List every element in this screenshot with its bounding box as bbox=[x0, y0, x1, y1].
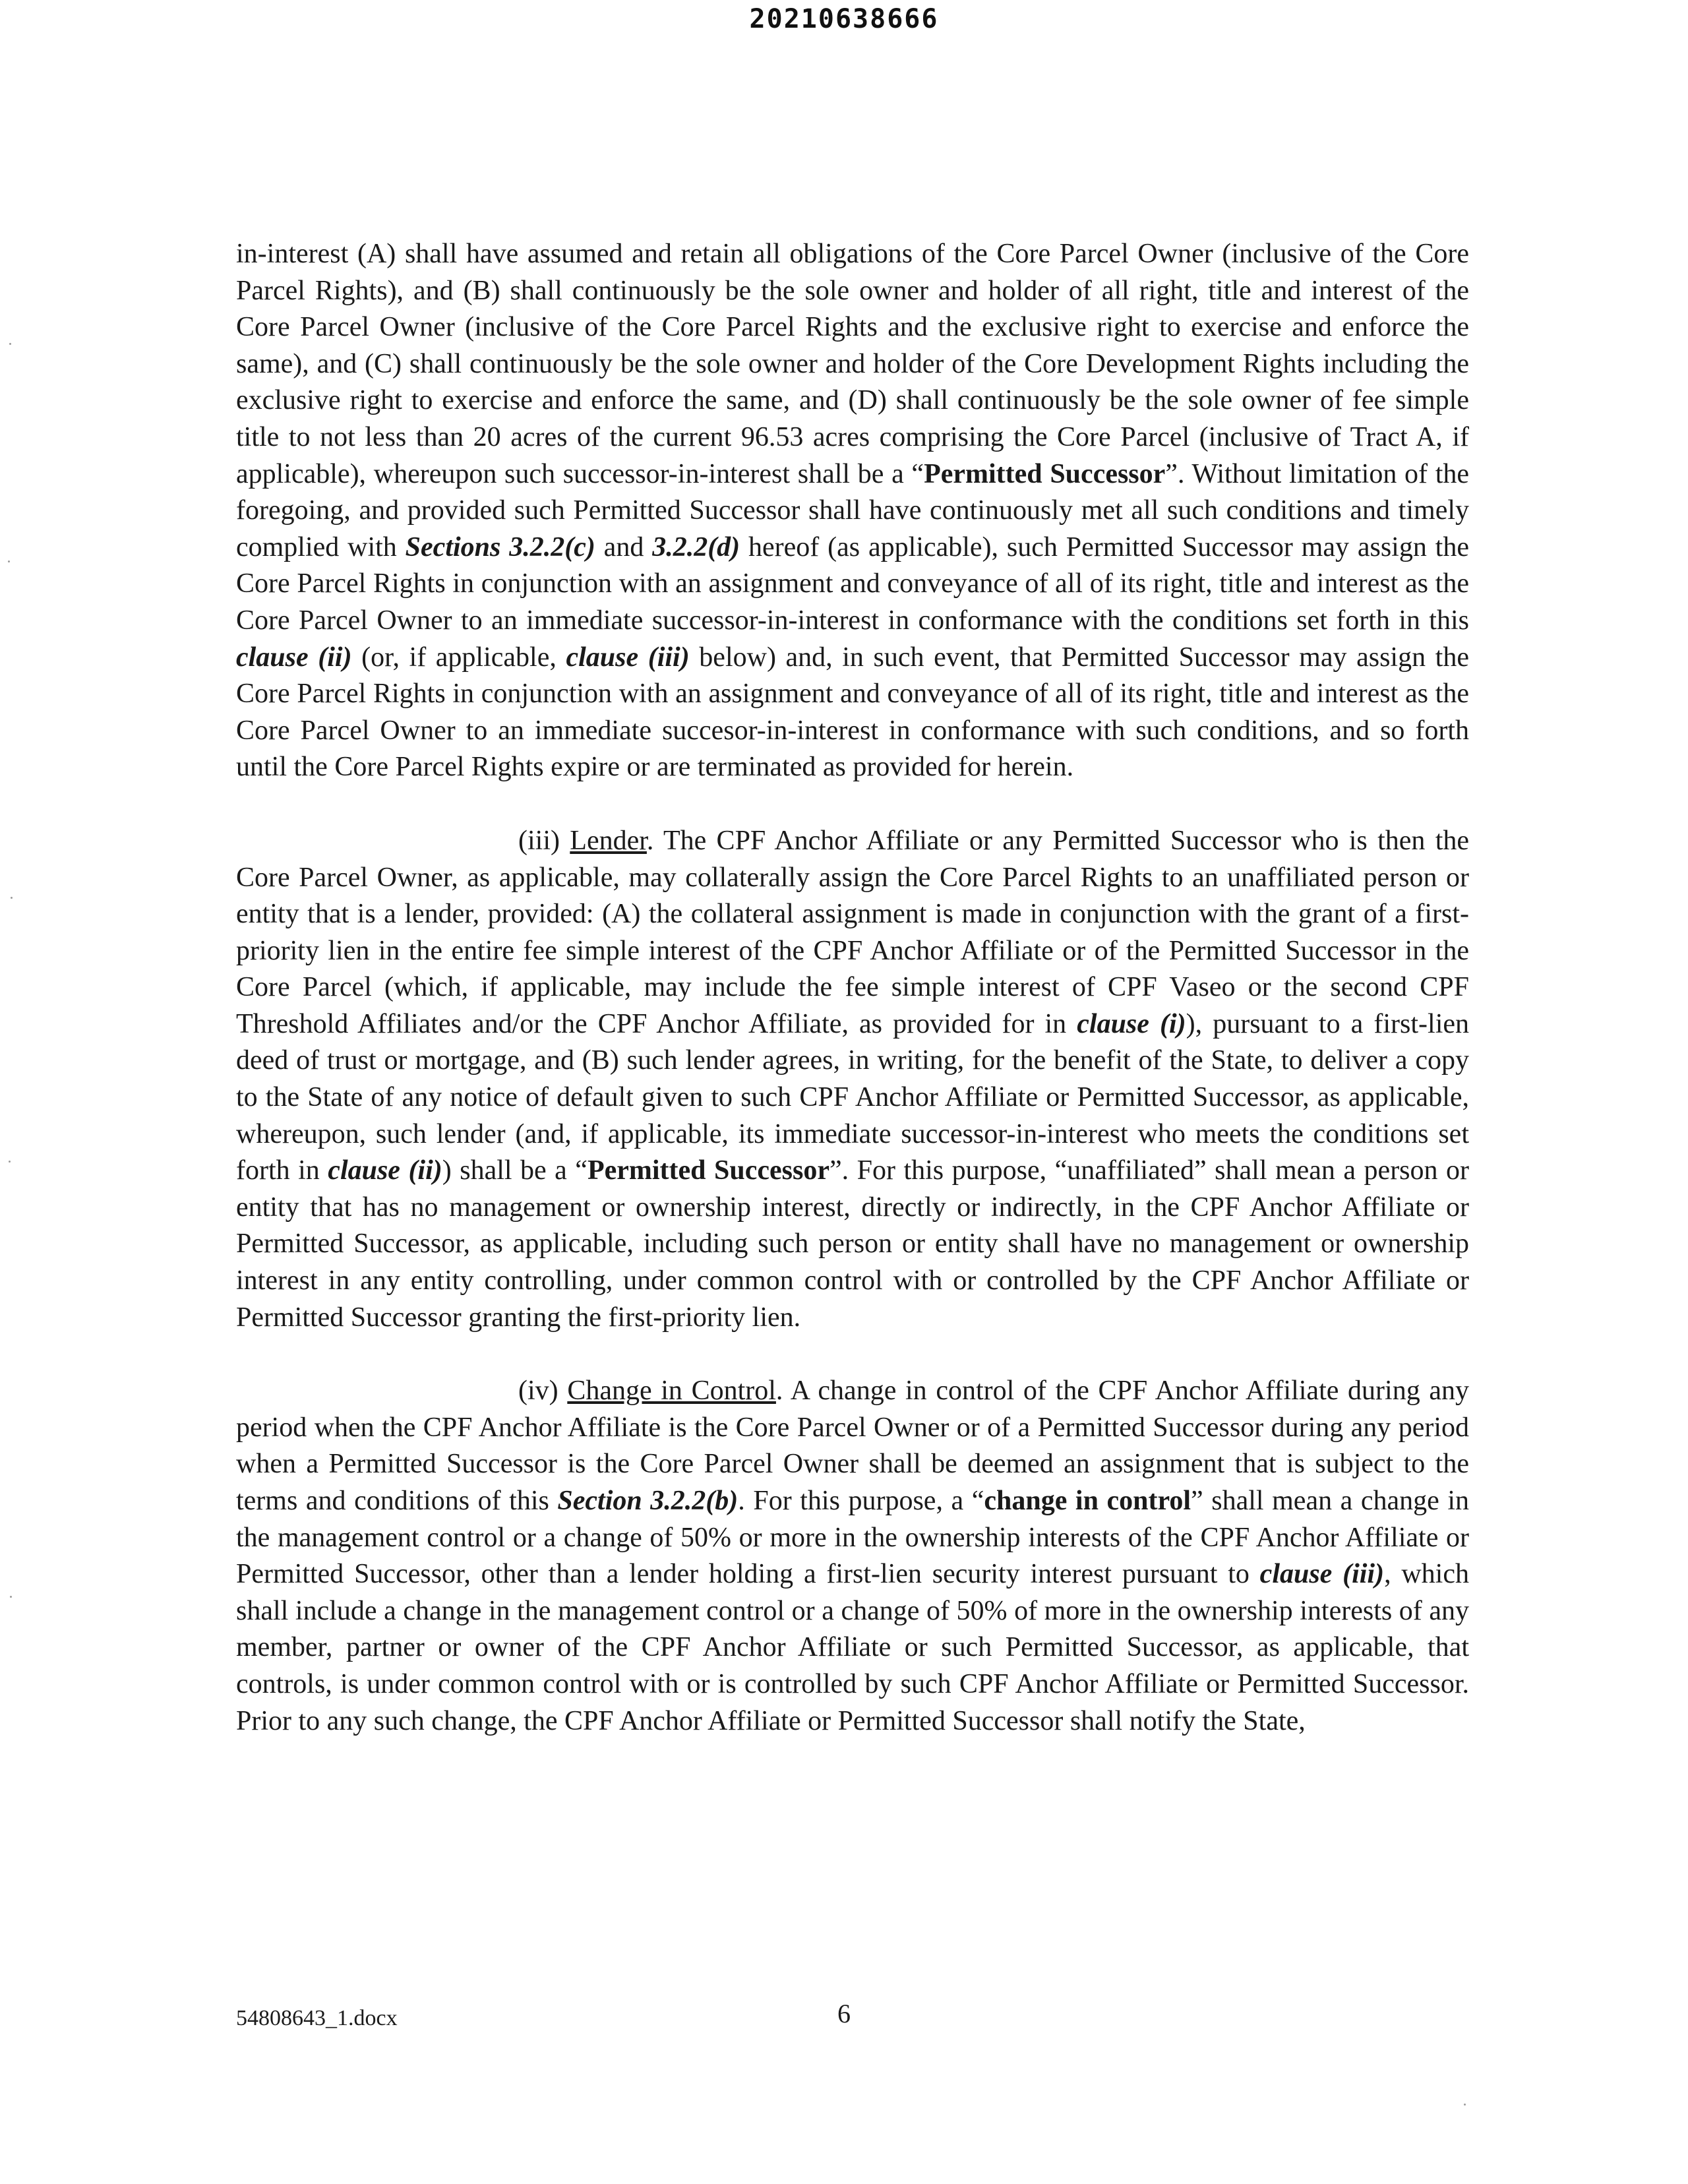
scan-speck bbox=[1464, 2104, 1466, 2106]
scan-speck bbox=[11, 897, 13, 899]
clause-reference: clause (ii) bbox=[328, 1155, 442, 1186]
text-run: ” shall mean a change in the management control or a change of 50% or more in the ownership interests of the CPF Anchor Affiliate or Permitted Successor, other than a lender holding a first-lien security interest pursuant to bbox=[236, 1486, 1469, 1590]
text-run: . For this purpose, a “ bbox=[738, 1486, 984, 1516]
text-run: and bbox=[595, 531, 653, 562]
defined-term: Permitted Successor bbox=[587, 1155, 829, 1186]
clause-heading: Change in Control bbox=[567, 1376, 776, 1407]
text-run: below) and, in such event, that Permitted Successor may assign the Core Parcel Rights in conjunction with an assignment and conveyance of all of its right, title and interest as the Core Parcel Owner to an immediate succesor-in-interest in conformance with such conditions, and so forth until the Core Parcel Rights expire or are terminated as provided for herein. bbox=[236, 642, 1469, 783]
paragraph-change-in-control bbox=[236, 1373, 1469, 1740]
paragraph-successor-conditions bbox=[236, 236, 1469, 786]
text-run: ) shall be a “ bbox=[442, 1155, 588, 1186]
clause-number: (iii) bbox=[518, 825, 560, 856]
defined-term: Permitted Successor bbox=[924, 458, 1166, 489]
text-run: hereof (as applicable), such Permitted Successor may assign the Core Parcel Rights in conjunction with an assignment and conveyance of all of its right, title and interest as the Core Parcel Owner to an immediate successor-in-interest in conformance with the conditions set forth in this bbox=[236, 531, 1469, 636]
text-run: ”. Without limitation of the foregoing, and provided such Permitted Successor shall have continuously met all such conditions and timely complied with bbox=[236, 458, 1470, 562]
clause-number: (iv) bbox=[518, 1376, 558, 1407]
clause-heading: Lender bbox=[570, 825, 647, 856]
text-run: ”. For this purpose, “unaffiliated” shall mean a person or entity that has no management or ownership interest, directly or indirectly, in the CPF Anchor Affiliate or Permitted Successor, as applicable, including such person or entity shall have no management or ownership interest in any entity controlling, under common control with or controlled by the CPF Anchor Affiliate or Permitted Successor granting the first-priority lien. bbox=[236, 1155, 1469, 1333]
text-run: . A change in control of the CPF Anchor Affiliate during any period when the CPF Anchor Affiliate is the Core Parcel Owner or of a Permitted Successor during any period when a Permitted Successor is the Core Parcel Owner shall be deemed an assignment that is subject to the terms and conditions of this bbox=[236, 1376, 1469, 1516]
section-reference: Section 3.2.2(b) bbox=[557, 1486, 738, 1516]
clause-reference: clause (iii) bbox=[566, 642, 690, 673]
text-run: . The CPF Anchor Affiliate or any Permitted Successor who is then the Core Parcel Owner, as applicable, may collaterally assign the Core Parcel Rights to an unaffiliated person or entity that is a lender, provided: (A) the collateral assignment is made in conjunction with the grant of a first-priority lien in the entire fee simple interest of the CPF Anchor Affiliate or of the Permitted Successor in the Core Parcel (which, if applicable, may include the fee simple interest of CPF Vaseo or the second CPF Threshold Affiliates and/or the CPF Anchor Affiliate, as provided for in bbox=[236, 825, 1470, 1039]
text-run: ), pursuant to a first-lien deed of trust or mortgage, and (B) such lender agrees, in writing, for the benefit of the State, to deliver a copy to the State of any notice of default given to such CPF Anchor Affiliate or Permitted Successor, as applicable, whereupon, such lender (and, if applicable, its immediate successor-in-interest who meets the conditions set forth in bbox=[236, 1008, 1470, 1186]
footer-file-name: 54808643_1.docx bbox=[236, 2006, 398, 2030]
paragraph-lender bbox=[236, 823, 1469, 1336]
clause-reference: clause (i) bbox=[1077, 1008, 1186, 1039]
defined-term: change in control bbox=[984, 1486, 1191, 1516]
footer-page-number: 6 bbox=[837, 1999, 851, 2028]
text-run: in-interest (A) shall have assumed and retain all obligations of the Core Parcel Owner (inclusive of the Core Parcel Rights), and (B) shall continuously be the sole owner and holder of all right, title and interest of the Core Parcel Owner (inclusive of the Core Parcel Rights and the exclusive right to exercise and enforce the same), and (C) shall continuously be the sole owner and holder of the Core Development Rights including the exclusive right to exercise and enforce the same, and (D) shall continuously be the sole owner of fee simple title to not less than 20 acres of the current 96.53 acres comprising the Core Parcel (inclusive of Tract A, if applicable), whereupon such successor-in-interest shall be a “ bbox=[236, 239, 1469, 489]
scan-speck bbox=[9, 1161, 11, 1163]
text-run: (or, if applicable, bbox=[351, 642, 566, 673]
document-body bbox=[236, 236, 1469, 1740]
scan-speck bbox=[8, 561, 10, 562]
recording-number: 20210638666 bbox=[749, 4, 939, 34]
section-reference: 3.2.2(d) bbox=[652, 531, 740, 562]
text-run: , which shall include a change in the management control or a change of 50% of more in the ownership interests of any member, partner or owner of the CPF Anchor Affiliate or such Permitted Successor, as applicable, that controls, is under common control with or is controlled by such CPF Anchor Affiliate or Permitted Successor. Prior to any such change, the CPF Anchor Affiliate or Permitted Successor shall notify the State, bbox=[236, 1559, 1469, 1736]
section-reference: Sections 3.2.2(c) bbox=[405, 531, 595, 562]
clause-reference: clause (ii) bbox=[236, 642, 352, 673]
scan-speck bbox=[10, 1596, 12, 1598]
clause-reference: clause (iii) bbox=[1259, 1559, 1385, 1590]
scan-speck bbox=[9, 343, 11, 345]
